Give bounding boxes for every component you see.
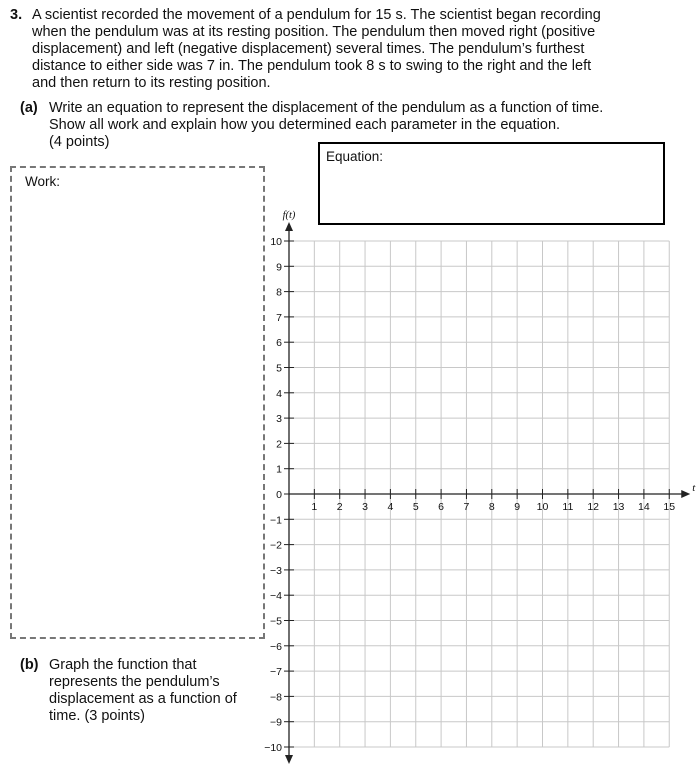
y-tick-label: 0 [276,489,282,501]
work-label: Work: [25,174,61,189]
y-tick-label: 6 [276,337,282,350]
x-tick-label: 2 [336,501,343,513]
question-line: distance to either side was 7 in. The pendulum took 8 s to swing to the right and the left [32,58,592,74]
y-tick-label: 8 [276,286,282,299]
question-line: A scientist recorded the movement of a pendulum for 15 s. The scientist began recording [32,7,601,23]
x-tick-label: 15 [663,501,676,513]
x-tick-label: 12 [587,501,600,513]
y-tick-label: −6 [270,640,282,653]
x-tick-label: 5 [412,501,419,513]
y-axis-arrow-up-icon [285,222,293,231]
y-tick-label: 7 [276,311,282,324]
question-number: 3. [10,7,23,23]
x-tick-label: 13 [612,501,625,513]
y-tick-label: −9 [270,716,282,729]
x-tick-label: 8 [488,501,495,513]
question-line: displacement) and left (negative displacement) several times. The pendulum’s furthest [32,41,585,57]
y-tick-label: −5 [270,615,282,628]
y-tick-label: −3 [270,564,282,577]
y-tick-label: −1 [270,514,282,527]
part-a-line: Write an equation to represent the displacement of the pendulum as a function of time. [49,100,604,116]
y-tick-label: 3 [276,413,282,426]
y-tick-label: 9 [276,261,282,274]
part-b-line: represents the pendulum’s [49,674,220,690]
question-line: and then return to its resting position. [32,75,271,91]
y-tick-label: −7 [270,666,282,679]
y-tick-label: −4 [270,590,282,603]
y-tick-label: 5 [276,362,282,375]
y-tick-label: 2 [276,438,282,451]
question-line: when the pendulum was at its resting position. The pendulum then moved right (positive [32,24,596,40]
part-a-label: (a) [20,100,38,116]
part-b-label: (b) [20,657,39,673]
y-tick-label: 10 [270,236,282,248]
x-axis-label: t [692,482,696,494]
x-tick-label: 10 [536,501,549,513]
y-axis-label: f(t) [282,210,296,221]
x-tick-label: 14 [638,501,650,513]
equation-label: Equation: [326,149,384,164]
y-tick-label: 4 [276,387,282,400]
part-b-line: displacement as a function of [49,691,237,707]
y-axis-arrow-down-icon [285,755,293,764]
y-tick-label: −8 [270,691,282,704]
y-tick-label: −10 [264,742,282,754]
x-tick-label: 9 [514,501,521,513]
part-b-line: Graph the function that [49,657,197,673]
y-tick-label: 1 [276,463,282,476]
x-tick-label: 1 [311,501,318,513]
x-tick-label: 11 [562,501,574,513]
part-a-line: (4 points) [49,134,110,150]
y-tick-label: −2 [270,539,282,552]
x-tick-label: 6 [438,501,445,513]
part-a-line: Show all work and explain how you determined each parameter in the equation. [49,117,561,133]
x-tick-label: 7 [463,501,470,513]
x-axis-arrow-icon [681,490,690,498]
x-tick-label: 4 [387,501,394,513]
part-b-line: time. (3 points) [49,708,145,724]
x-tick-label: 3 [362,501,368,513]
